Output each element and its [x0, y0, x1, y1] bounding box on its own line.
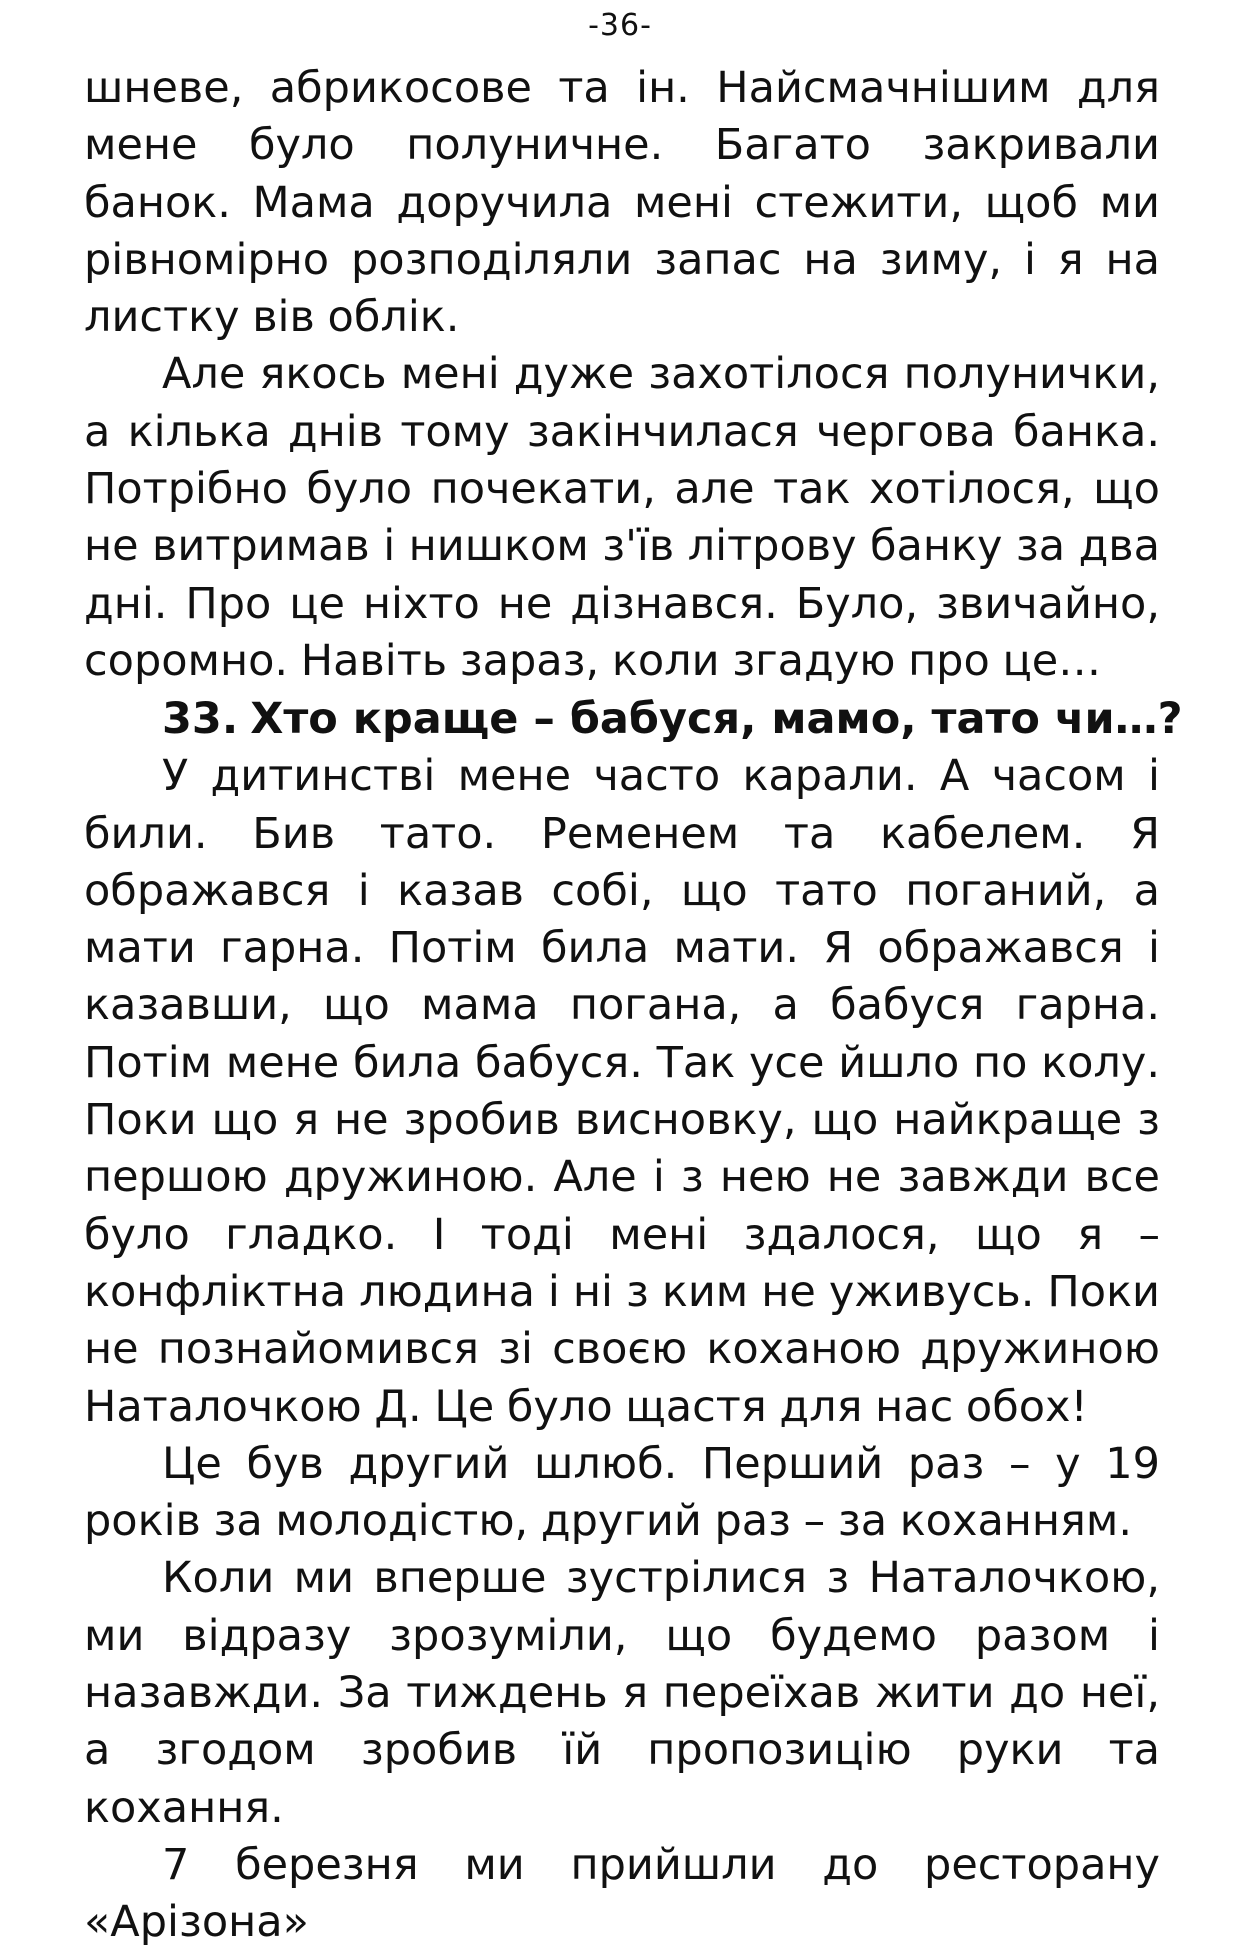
paragraph-continued: шневе, абрикосове та ін. Найсмачнішим для мене було полуничне. Багато закривали банок. Мама доручила мені стежити, щоб ми рівномірно розподіляли запас на зиму, і я на листку вів облік.	[84, 63, 1160, 343]
paragraph: Але якось мені дуже захотілося полунички, а кілька днів тому закінчилася чергова банка. Потрібно було почекати, але так хотілося, що не витримав і нишком з'їв літрову банку за два дні. Про це ніхто не дізнався. Було, звичайно, соромно. Навіть зараз, коли згадую про це…	[84, 349, 1160, 686]
section-number: 33.	[162, 694, 239, 745]
paragraph: У дитинстві мене часто карали. А часом і били. Бив тато. Ременем та кабелем. Я ображався і казав собі, що тато поганий, а мати гарна. Потім била мати. Я ображався і казавши, що мама погана, а бабуся гарна. Потім мене била бабуся. Так усе йшло по колу. Поки що я не зробив висновку, що найкраще з першою дружиною. Але і з нею не завжди все було гладко. І тоді мені здалося, що я – конфліктна людина і ні з ким не уживусь. Поки не познайомився зі своєю коханою дружиною Наталочкою Д. Це було щастя для нас обох!	[84, 751, 1160, 1432]
paragraph: Коли ми вперше зустрілися з Наталочкою, ми відразу зрозуміли, що будемо разом і назавжди. За тиждень я переїхав жити до неї, а згодом зробив їй пропозицію руки та кохання.	[84, 1553, 1160, 1833]
section-heading	[84, 690, 1183, 748]
paragraph: 7 березня ми прийшли до ресторану «Арізона»	[84, 1839, 1160, 1948]
section-title: Хто краще – бабуся, мамо, тато чи…?	[250, 694, 1183, 745]
page-number: -36-	[588, 8, 652, 43]
page-body	[84, 60, 1183, 1952]
paragraph: Це був другий шлюб. Перший раз – у 19 років за молодістю, другий раз – за коханням.	[84, 1438, 1160, 1547]
